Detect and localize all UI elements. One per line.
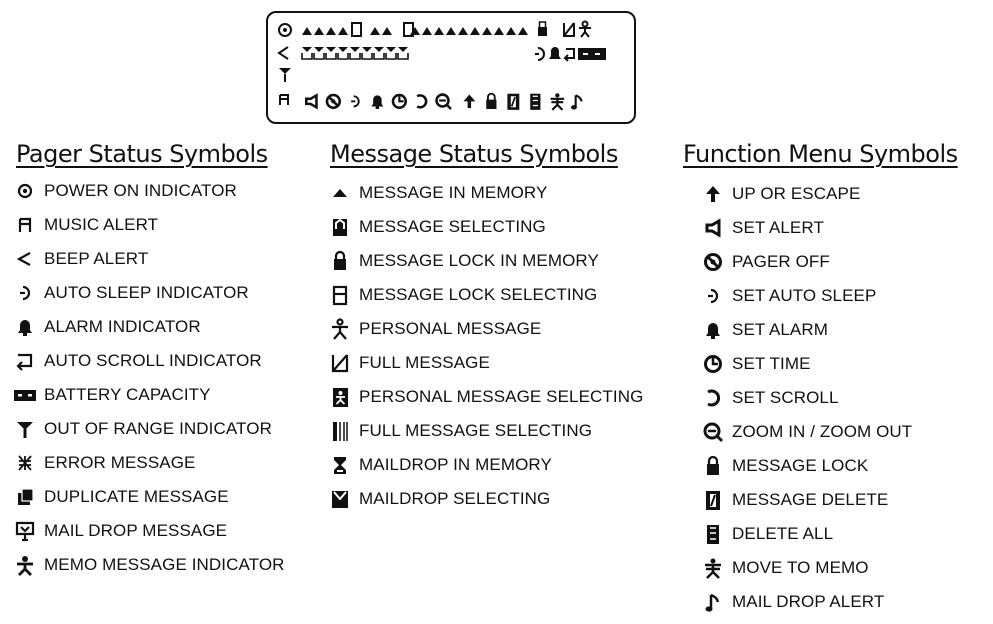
pager-status-label: AUTO SLEEP INDICATOR (44, 283, 249, 302)
function-menu-label: UP OR ESCAPE (732, 184, 861, 203)
function-menu-row (702, 317, 828, 343)
person-selecting-icon (329, 386, 351, 408)
lcd-down-segment (314, 47, 324, 59)
message-status-heading: Message Status Symbols (330, 140, 618, 168)
function-menu-label: SET AUTO SLEEP (732, 286, 877, 305)
function-menu-row (702, 555, 869, 581)
message-status-row (329, 486, 550, 512)
lcd-down-segment (374, 47, 384, 59)
lcd-down-segment (302, 47, 312, 59)
pager-status-row (14, 416, 272, 442)
message-status-label: MESSAGE LOCK IN MEMORY (359, 251, 599, 270)
full-selecting-icon (329, 420, 351, 442)
full-message-icon (329, 352, 351, 374)
lcd-lock-icon (538, 22, 547, 36)
function-menu-row (702, 589, 884, 615)
lcd-triangle-segment (338, 27, 348, 35)
lcd-selecting-segment (352, 23, 361, 36)
delete-all-icon (702, 523, 724, 545)
function-menu-label: SET ALARM (732, 320, 829, 339)
function-menu-label: SET TIME (732, 354, 811, 373)
auto-sleep-icon (702, 285, 724, 307)
function-menu-row (702, 487, 888, 513)
pager-status-row (14, 212, 158, 238)
message-status-label: MAILDROP SELECTING (359, 489, 551, 508)
message-status-label: PERSONAL MESSAGE SELECTING (359, 387, 644, 406)
lcd-delete-all-icon (530, 94, 540, 110)
pager-status-label: ALARM INDICATOR (44, 317, 201, 336)
message-status-label: MESSAGE IN MEMORY (359, 183, 548, 202)
lcd-message-triangles (302, 23, 528, 36)
scroll-arc-icon (702, 387, 724, 409)
lcd-lock-filled-icon (486, 94, 496, 109)
pager-status-label: ERROR MESSAGE (44, 453, 196, 472)
pager-status-row (14, 178, 237, 204)
pager-status-row (14, 348, 262, 374)
function-menu-row (702, 249, 830, 275)
person-icon (329, 318, 351, 340)
pager-status-row (14, 518, 227, 544)
lcd-down-segment (350, 47, 360, 59)
lcd-triangle-segment (506, 27, 516, 35)
alarm-bell-icon (549, 47, 561, 59)
lcd-selecting-marks (302, 47, 408, 59)
mail-drop-icon (14, 520, 36, 542)
message-status-label: FULL MESSAGE SELECTING (359, 421, 593, 440)
pager-status-row (14, 450, 196, 476)
auto-scroll-icon (14, 350, 36, 372)
message-status-row (329, 248, 599, 274)
function-menu-column (683, 140, 958, 174)
lcd-triangle-segment (482, 27, 492, 35)
lock-filled-icon (329, 250, 351, 272)
lcd-triangle-segment (314, 27, 324, 35)
lcd-triangle-segment (382, 27, 392, 35)
pager-status-row (14, 314, 201, 340)
lcd-scroll-arc-icon (417, 95, 426, 107)
maildrop-memory-icon (329, 454, 351, 476)
lcd-function-row (306, 93, 581, 110)
beep-alert-icon (14, 248, 36, 270)
auto-sleep-icon (14, 282, 36, 304)
message-status-label: FULL MESSAGE (359, 353, 490, 372)
pager-status-label: BATTERY CAPACITY (44, 385, 211, 404)
speaker-icon (702, 217, 724, 239)
beep-alert-icon (279, 47, 288, 59)
pager-status-label: POWER ON INDICATOR (44, 181, 237, 200)
lcd-delete-icon (507, 94, 519, 110)
lock-filled-icon (702, 455, 724, 477)
pager-status-label: MEMO MESSAGE INDICATOR (44, 555, 285, 574)
clock-icon (702, 353, 724, 375)
zoom-icon (702, 421, 724, 443)
message-status-row (329, 418, 592, 444)
lcd-zoom-icon (437, 95, 451, 109)
lcd-down-segment (326, 47, 336, 59)
pager-status-label: AUTO SCROLL INDICATOR (44, 351, 262, 370)
battery-icon (14, 384, 36, 406)
triangle-icon (329, 182, 351, 204)
function-menu-label: MESSAGE LOCK (732, 456, 869, 475)
pager-status-label: MUSIC ALERT (44, 215, 159, 234)
message-status-label: MAILDROP IN MEMORY (359, 455, 552, 474)
lcd-speaker-icon (306, 95, 316, 107)
duplicate-icon (14, 486, 36, 508)
lcd-up-arrow-icon (463, 95, 475, 109)
alarm-bell-icon (14, 316, 36, 338)
auto-sleep-icon (535, 48, 544, 60)
pager-status-label: BEEP ALERT (44, 249, 149, 268)
delete-icon (702, 489, 724, 511)
lcd-triangle-segment (470, 27, 480, 35)
lcd-pager-off-icon (327, 95, 340, 108)
pager-status-row (14, 382, 211, 408)
lcd-down-segment (386, 47, 396, 59)
function-menu-row (702, 283, 876, 309)
function-menu-label: SET ALERT (732, 218, 824, 237)
function-menu-row (702, 181, 860, 207)
lcd-triangle-segment (302, 27, 312, 35)
message-status-row (329, 350, 490, 376)
message-status-row (329, 214, 546, 240)
lcd-down-segment (362, 47, 372, 59)
power-on-icon (279, 24, 291, 36)
music-alert-icon (14, 214, 36, 236)
lcd-triangle-segment (446, 27, 456, 35)
pager-status-row (14, 246, 148, 272)
lcd-note-icon (571, 95, 582, 109)
function-menu-label: MOVE TO MEMO (732, 558, 869, 577)
function-menu-row (702, 419, 912, 445)
function-menu-label: MAIL DROP ALERT (732, 592, 885, 611)
function-menu-row (702, 385, 839, 411)
message-status-label: PERSONAL MESSAGE (359, 319, 542, 338)
lcd-triangle-segment (458, 27, 468, 35)
function-menu-label: SET SCROLL (732, 388, 839, 407)
person-icon (579, 22, 591, 38)
lock-outline-icon (329, 284, 351, 306)
lcd-auto-sleep-icon (351, 96, 359, 106)
pager-status-row (14, 484, 229, 510)
pager-status-row (14, 552, 285, 578)
antenna-icon (14, 418, 36, 440)
function-menu-row (702, 215, 824, 241)
lcd-down-segment (338, 47, 348, 59)
message-status-label: MESSAGE SELECTING (359, 217, 546, 236)
music-alert-icon (280, 95, 288, 105)
lcd-triangle-segment (422, 27, 432, 35)
message-status-row (329, 316, 541, 342)
alarm-bell-icon (702, 319, 724, 341)
message-status-column (330, 140, 618, 174)
lcd-triangle-segment (494, 27, 504, 35)
message-status-row (329, 384, 643, 410)
function-menu-label: ZOOM IN / ZOOM OUT (732, 422, 913, 441)
message-selecting-icon (329, 216, 351, 238)
power-on-icon (14, 180, 36, 202)
function-menu-label: MESSAGE DELETE (732, 490, 889, 509)
lcd-triangle-segment (370, 27, 380, 35)
lcd-down-segment (398, 47, 408, 59)
lcd-display (266, 11, 636, 124)
message-status-row (329, 452, 552, 478)
function-menu-label: PAGER OFF (732, 252, 830, 271)
function-menu-row (702, 521, 833, 547)
message-status-row (329, 282, 597, 308)
lcd-triangle-segment (434, 27, 444, 35)
lcd-alarm-bell-icon (371, 95, 383, 109)
maildrop-selecting-icon (329, 488, 351, 510)
antenna-icon (279, 68, 291, 82)
message-status-label: MESSAGE LOCK SELECTING (359, 285, 598, 304)
full-message-icon (564, 23, 574, 36)
move-memo-icon (702, 557, 724, 579)
function-menu-label: DELETE ALL (732, 524, 834, 543)
pager-status-label: MAIL DROP MESSAGE (44, 521, 228, 540)
pager-status-label: DUPLICATE MESSAGE (44, 487, 229, 506)
message-status-row (329, 180, 547, 206)
lcd-triangle-segment (326, 27, 336, 35)
function-menu-row (702, 453, 868, 479)
battery-icon (578, 48, 606, 60)
note-icon (702, 591, 724, 613)
function-menu-row (702, 351, 811, 377)
function-menu-heading: Function Menu Symbols (683, 140, 958, 168)
pager-status-label: OUT OF RANGE INDICATOR (44, 419, 272, 438)
lcd-triangle-segment (518, 27, 528, 35)
lcd-triangle-segment (410, 27, 420, 35)
pager-status-column (16, 140, 268, 174)
auto-scroll-icon (565, 49, 574, 61)
memo-person-icon (14, 554, 36, 576)
lcd-segments (268, 13, 634, 122)
up-arrow-icon (702, 183, 724, 205)
lcd-clock-icon (393, 95, 406, 108)
error-checker-icon (14, 452, 36, 474)
lcd-move-memo-icon (551, 93, 565, 110)
pager-status-heading: Pager Status Symbols (16, 140, 268, 168)
pager-status-row (14, 280, 249, 306)
pager-off-icon (702, 251, 724, 273)
